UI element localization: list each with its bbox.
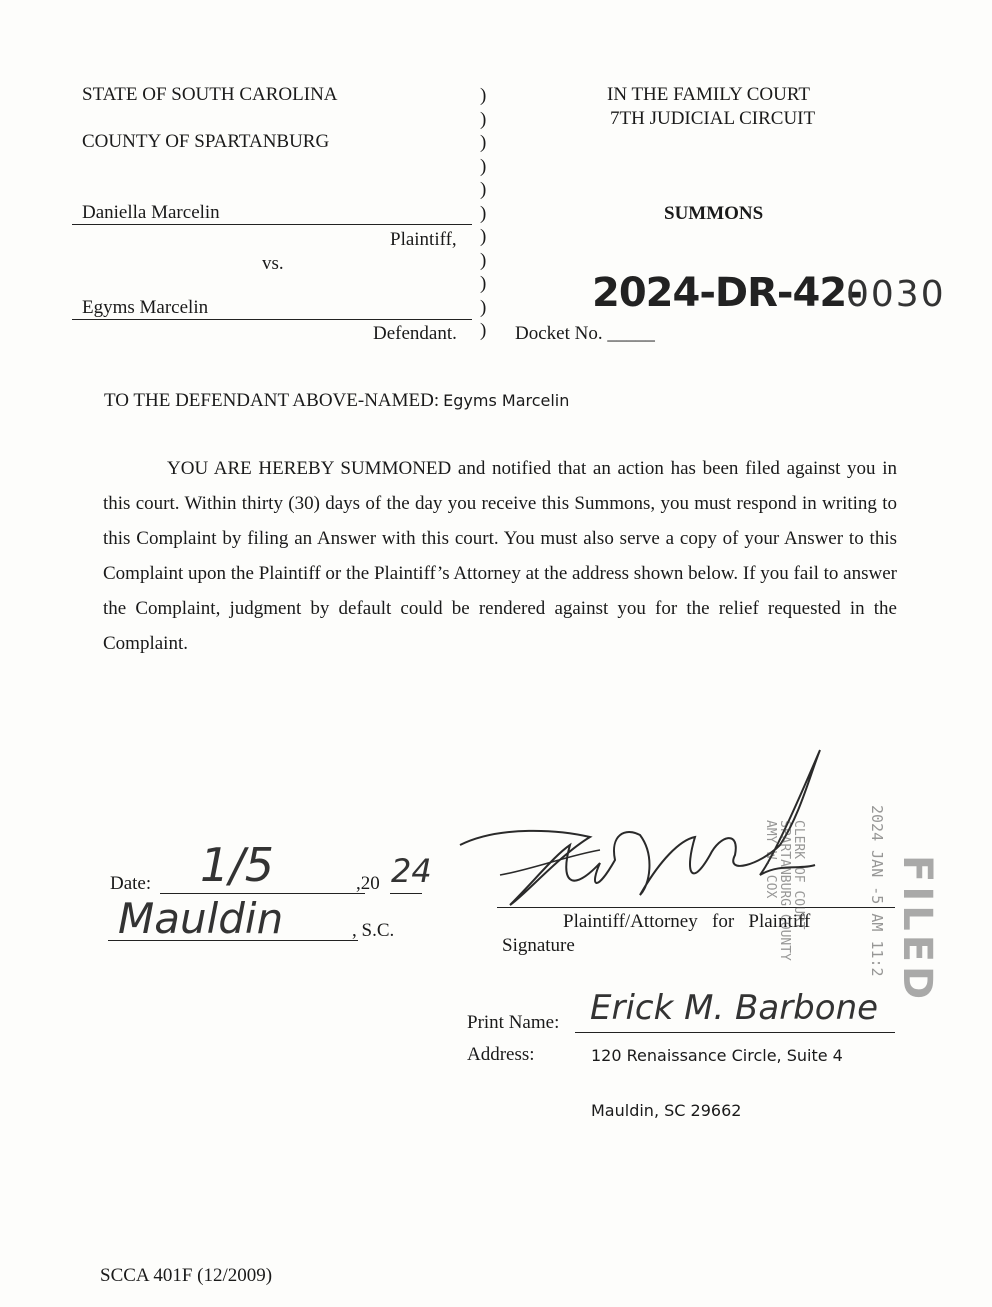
caption-parens: ) ) ) ) ) ) ) ) ) ) ) (480, 85, 487, 341)
defendant-name: Egyms Marcelin (82, 297, 209, 318)
address-label: Address: (467, 1044, 535, 1065)
form-number: SCCA 401F (12/2009) (100, 1265, 273, 1286)
year-line (390, 893, 422, 894)
docket-number-stamp: 2024-DR-42- (592, 270, 862, 316)
date-handwritten: 1/5 (200, 838, 275, 892)
county-label: COUNTY OF SPARTANBURG (82, 131, 330, 152)
versus-label: vs. (262, 253, 284, 274)
judicial-circuit: 7TH JUDICIAL CIRCUIT (610, 108, 816, 129)
print-name-label: Print Name: (467, 1012, 560, 1033)
defendant-line (72, 319, 472, 320)
filed-stamp (735, 800, 992, 1004)
filed-stamp-date: 2024 JAN -5 AM 11:2 (868, 805, 886, 977)
document-title: SUMMONS (664, 203, 764, 224)
filed-stamp-county: SPARTANBURG COUNTY (777, 820, 792, 961)
filed-stamp-name: AMY W. COX (763, 820, 778, 899)
docket-number-handwritten: 0030 (846, 274, 946, 315)
print-name-line (575, 1032, 895, 1033)
print-name-handwritten: Erick M. Barbone (590, 988, 879, 1028)
plaintiff-name: Daniella Marcelin (82, 202, 220, 223)
addressee-line (104, 390, 569, 412)
summons-body: YOU ARE HEREBY SUMMONED and notified that an action has been filed against you in this court. Within thirty (30) days of the day you receive this Summons, you must respond in writing to this Complaint by filing an Answer with this court. You must also serve a copy of your Answer to this Complaint upon the Plaintiff or the Plaintiff’s Attorney at the address shown below. If you fail to answer the Complaint, judgment by default could be rendered against you for the relief requested in the Complaint. (103, 458, 897, 654)
state-label: STATE OF SOUTH CAROLINA (82, 84, 338, 105)
address-line-2: Mauldin, SC 29662 (591, 1101, 742, 1120)
role-label: Plaintiff/Attorney for Plaintiff (563, 911, 811, 932)
date-label: Date: (110, 873, 152, 894)
docket-label: Docket No. _____ (515, 323, 655, 344)
addressee-label: TO THE DEFENDANT ABOVE-NAMED: (104, 390, 440, 411)
addressee-name: Egyms Marcelin (443, 391, 570, 410)
filed-stamp-clerk: CLERK OF COURT (791, 820, 806, 930)
defendant-label: Defendant. (373, 323, 457, 344)
year-prefix: ,20 (356, 873, 380, 894)
signature-label: Signature (502, 935, 575, 956)
address-line-1: 120 Renaissance Circle, Suite 4 (591, 1046, 843, 1065)
plaintiff-line (72, 224, 472, 225)
court-name: IN THE FAMILY COURT (607, 84, 810, 105)
filed-stamp-word: FILED (894, 855, 940, 1004)
city-handwritten: Mauldin (118, 894, 284, 943)
year-handwritten: 24 (391, 852, 432, 890)
plaintiff-label: Plaintiff, (390, 229, 457, 250)
state-suffix: , S.C. (352, 920, 395, 941)
